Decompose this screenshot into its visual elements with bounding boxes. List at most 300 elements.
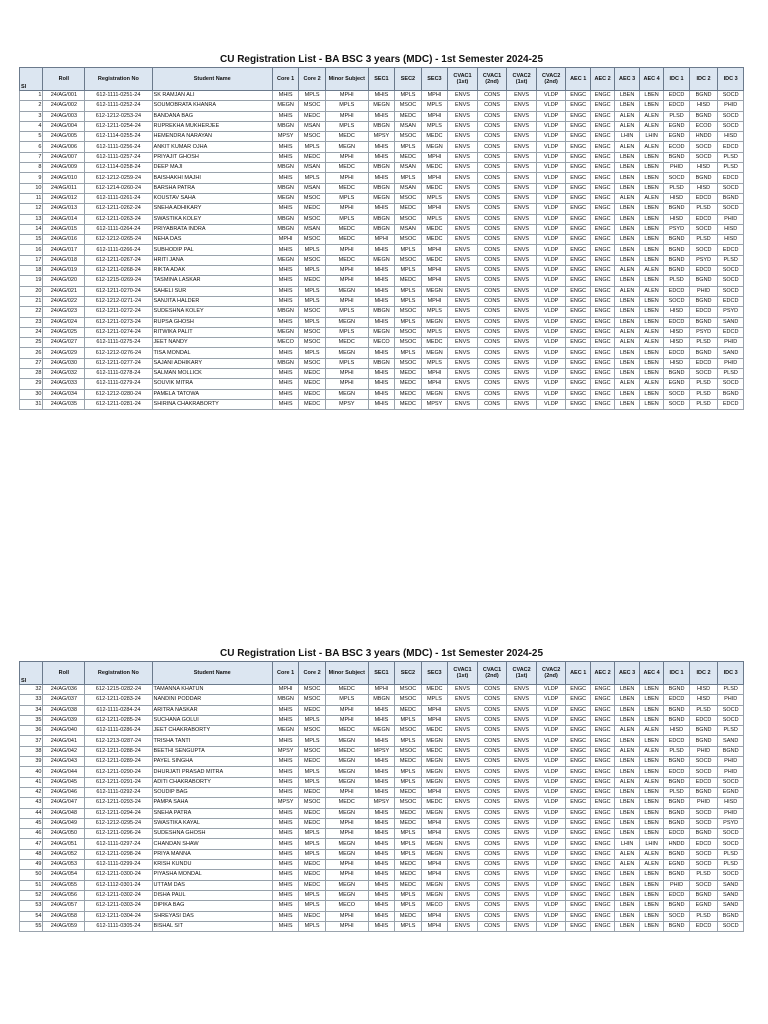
table-cell: VLDP — [536, 276, 566, 286]
table-cell: ENGC — [590, 358, 614, 368]
table-cell: BGND — [664, 777, 689, 787]
table-cell: 24/AG/034 — [43, 389, 85, 399]
table-cell: MSOC — [395, 307, 422, 317]
table-cell: MSAN — [395, 163, 422, 173]
table-cell: ENVS — [448, 204, 478, 214]
table-cell: LBEN — [615, 890, 639, 900]
column-header: Minor Subject — [325, 662, 368, 685]
table-cell: ENGC — [566, 101, 590, 111]
table-cell: PLSD — [718, 860, 744, 870]
table-cell: PHID — [718, 695, 744, 705]
table-cell: 24/AG/030 — [43, 358, 85, 368]
table-cell: SOUDIP BAG — [152, 787, 272, 797]
table-cell: LBEN — [615, 358, 639, 368]
table-cell: ENVS — [448, 777, 478, 787]
table-cell: 24/AG/011 — [43, 183, 85, 193]
table-cell: MBGN — [368, 163, 395, 173]
table-cell: LBEN — [615, 307, 639, 317]
table-cell: 54 — [20, 911, 43, 921]
table-cell: MPLS — [325, 121, 368, 131]
table-cell: MBGN — [272, 224, 299, 234]
table-cell: ALEN — [615, 726, 639, 736]
table-cell: BGND — [718, 911, 744, 921]
table-cell: LBEN — [615, 818, 639, 828]
table-cell: ENGC — [566, 849, 590, 859]
table-cell: 24/AG/045 — [43, 777, 85, 787]
table-cell: ENVS — [448, 767, 478, 777]
table-cell: ENGC — [590, 399, 614, 409]
table-cell: MPHI — [421, 787, 448, 797]
table-cell: 26 — [20, 348, 43, 358]
table-cell: VLDP — [536, 901, 566, 911]
table-cell: EDCD — [689, 715, 718, 725]
table-cell: ENVS — [507, 338, 537, 348]
table-cell: CONS — [477, 695, 507, 705]
table-cell: MHIS — [272, 839, 299, 849]
table-cell: CONS — [477, 839, 507, 849]
table-cell: 612-1212-0265-24 — [85, 235, 152, 245]
table-cell: MEDC — [395, 204, 422, 214]
table-cell: 14 — [20, 224, 43, 234]
table-cell: ENVS — [507, 317, 537, 327]
table-cell: ENGC — [590, 901, 614, 911]
table-cell: MHIS — [272, 705, 299, 715]
table-row — [20, 173, 744, 183]
table-cell: CONS — [477, 132, 507, 142]
table-cell: PHID — [718, 767, 744, 777]
column-header: Roll — [43, 68, 85, 91]
table-cell: ENVS — [507, 183, 537, 193]
table-cell: 53 — [20, 901, 43, 911]
table-cell: LBEN — [639, 296, 663, 306]
table-cell: CONS — [477, 389, 507, 399]
table-cell: MHIS — [368, 890, 395, 900]
table-cell: MHIS — [368, 736, 395, 746]
table-cell: ENGC — [590, 193, 614, 203]
table-cell: LBEN — [639, 715, 663, 725]
table-cell: MPHI — [421, 245, 448, 255]
table-cell: MEGN — [421, 777, 448, 787]
table-cell: SAND — [718, 317, 744, 327]
table-cell: 612-1211-0285-24 — [85, 715, 152, 725]
table-cell: 44 — [20, 808, 43, 818]
table-cell: MPLS — [395, 142, 422, 152]
table-cell: LBEN — [639, 369, 663, 379]
table-cell: DEEP MAJI — [152, 163, 272, 173]
table-cell: MPHI — [325, 829, 368, 839]
table-cell: 612-1111-0264-24 — [85, 224, 152, 234]
table-cell: RUPREKHA MUKHERJEE — [152, 121, 272, 131]
table-cell: ENGC — [566, 705, 590, 715]
table-cell: MPLS — [421, 101, 448, 111]
table-cell: ENVS — [448, 255, 478, 265]
table-cell: HISD — [718, 798, 744, 808]
table-cell: MPHI — [272, 685, 299, 695]
table-cell: LBEN — [615, 183, 639, 193]
table-cell: SOCD — [718, 839, 744, 849]
table-cell: ENGC — [590, 715, 614, 725]
table-cell: MPLS — [299, 715, 326, 725]
table-cell: ENVS — [448, 163, 478, 173]
table-cell: MPLS — [325, 327, 368, 337]
table-cell: MHIS — [368, 901, 395, 911]
table-cell: CONS — [477, 307, 507, 317]
table-cell: ENVS — [448, 296, 478, 306]
table-cell: MPLS — [395, 777, 422, 787]
table-header-row — [20, 68, 744, 91]
table-row — [20, 379, 744, 389]
table-cell: CONS — [477, 798, 507, 808]
table-cell: ENVS — [507, 245, 537, 255]
table-cell: MBGN — [368, 121, 395, 131]
table-cell: MEDC — [299, 111, 326, 121]
table-cell: CONS — [477, 369, 507, 379]
table-cell: MBGN — [368, 307, 395, 317]
table-cell: 612-1211-0290-24 — [85, 767, 152, 777]
table-cell: EDCD — [664, 767, 689, 777]
table-cell: SAND — [718, 736, 744, 746]
table-cell: SOCD — [689, 860, 718, 870]
table-cell: LBEN — [639, 307, 663, 317]
table-cell: 24/AG/050 — [43, 829, 85, 839]
table-cell: MPHI — [421, 829, 448, 839]
table-cell: ENGC — [590, 163, 614, 173]
table-cell: SNEHA ADHIKARY — [152, 204, 272, 214]
table-cell: PLSD — [664, 746, 689, 756]
table-cell: NEHA DAS — [152, 235, 272, 245]
registration-table-block-2 — [19, 646, 744, 932]
table-cell: PHID — [718, 338, 744, 348]
table-cell: ENGC — [590, 389, 614, 399]
table-cell: ENGC — [566, 245, 590, 255]
registration-table — [19, 661, 744, 932]
table-cell: CONS — [477, 358, 507, 368]
table-cell: VLDP — [536, 746, 566, 756]
registration-table — [19, 67, 744, 410]
table-cell: 30 — [20, 389, 43, 399]
table-cell: LBEN — [639, 348, 663, 358]
table-cell: ENGC — [590, 870, 614, 880]
table-cell: MEGN — [421, 808, 448, 818]
table-cell: HNDD — [689, 132, 718, 142]
table-cell: SOCD — [689, 245, 718, 255]
table-cell: MHIS — [368, 818, 395, 828]
table-cell: ENVS — [448, 286, 478, 296]
table-cell: MPHI — [325, 152, 368, 162]
table-cell: 24/AG/033 — [43, 379, 85, 389]
table-cell: MSAN — [299, 183, 326, 193]
table-cell: 24/AG/024 — [43, 317, 85, 327]
table-cell: ALEN — [639, 379, 663, 389]
table-cell: 612-1211-0262-24 — [85, 204, 152, 214]
table-cell: MEGN — [421, 348, 448, 358]
table-cell: ENGC — [566, 173, 590, 183]
table-cell: LBEN — [639, 808, 663, 818]
table-cell: EDCD — [664, 736, 689, 746]
table-cell: SOCD — [689, 767, 718, 777]
table-cell: MPLS — [299, 142, 326, 152]
table-cell: PLSD — [718, 255, 744, 265]
table-cell: ENVS — [507, 921, 537, 931]
table-cell: 612-1211-0288-24 — [85, 746, 152, 756]
table-row — [20, 317, 744, 327]
table-cell: ENVS — [448, 746, 478, 756]
table-cell: ENVS — [507, 296, 537, 306]
table-cell: 29 — [20, 379, 43, 389]
table-cell: 612-1111-0257-24 — [85, 152, 152, 162]
table-cell: EDCD — [718, 142, 744, 152]
table-cell: MEDC — [299, 757, 326, 767]
table-cell: 24/AG/054 — [43, 870, 85, 880]
table-cell: ENVS — [448, 338, 478, 348]
table-cell: ENGC — [590, 338, 614, 348]
table-cell: MEGN — [421, 767, 448, 777]
table-cell: SANJITA HALDER — [152, 296, 272, 306]
table-cell: EDCD — [718, 327, 744, 337]
table-cell: ENVS — [448, 921, 478, 931]
table-cell: ENGC — [590, 777, 614, 787]
table-cell: 24/AG/019 — [43, 266, 85, 276]
table-cell: EDCD — [689, 839, 718, 849]
table-cell: MHIS — [272, 860, 299, 870]
table-cell: ENVS — [448, 736, 478, 746]
table-cell: 612-1111-0256-24 — [85, 142, 152, 152]
table-cell: 24/AG/040 — [43, 726, 85, 736]
table-row — [20, 245, 744, 255]
table-cell: SOUMOBRATA KHANRA — [152, 101, 272, 111]
table-cell: MEGN — [272, 193, 299, 203]
table-cell: VLDP — [536, 695, 566, 705]
table-cell: VLDP — [536, 193, 566, 203]
table-cell: MHIS — [368, 839, 395, 849]
table-cell: MSAN — [395, 224, 422, 234]
table-cell: ENGC — [566, 777, 590, 787]
table-cell: 24/AG/051 — [43, 839, 85, 849]
column-header: CVAC1 (2nd) — [477, 662, 507, 685]
table-cell: JEET NANDY — [152, 338, 272, 348]
table-cell: EDCD — [689, 921, 718, 931]
table-cell: CONS — [477, 849, 507, 859]
table-cell: MHIS — [272, 829, 299, 839]
table-cell: ENGC — [566, 389, 590, 399]
table-cell: BGND — [689, 736, 718, 746]
table-cell: VLDP — [536, 839, 566, 849]
table-row — [20, 829, 744, 839]
table-cell: 4 — [20, 121, 43, 131]
table-cell: LBEN — [639, 358, 663, 368]
column-header: Sl — [20, 662, 43, 685]
table-cell: ALEN — [615, 849, 639, 859]
table-cell: SUDESHNA GHOSH — [152, 829, 272, 839]
table-cell: ENGC — [566, 746, 590, 756]
table-cell: ENGC — [566, 839, 590, 849]
table-cell: 8 — [20, 163, 43, 173]
table-cell: VLDP — [536, 358, 566, 368]
table-cell: ENVS — [448, 317, 478, 327]
table-cell: 612-1211-0277-24 — [85, 358, 152, 368]
table-cell: ENGC — [566, 901, 590, 911]
table-cell: LBEN — [615, 715, 639, 725]
table-cell: CONS — [477, 245, 507, 255]
table-cell: 24/AG/014 — [43, 214, 85, 224]
table-cell: HISD — [718, 224, 744, 234]
table-cell: ENGC — [566, 369, 590, 379]
table-cell: LBEN — [639, 183, 663, 193]
table-cell: MEDC — [421, 235, 448, 245]
table-cell: LBEN — [639, 276, 663, 286]
table-cell: MSOC — [395, 746, 422, 756]
table-cell: TASMINA LASKAR — [152, 276, 272, 286]
table-cell: MHIS — [272, 880, 299, 890]
table-cell: SHREYASI DAS — [152, 911, 272, 921]
table-cell: ENGC — [590, 204, 614, 214]
table-cell: MSOC — [299, 235, 326, 245]
table-cell: PHID — [689, 286, 718, 296]
table-cell: MEDC — [299, 860, 326, 870]
table-cell: EDCD — [689, 193, 718, 203]
table-cell: LBEN — [639, 911, 663, 921]
table-cell: LHIN — [615, 132, 639, 142]
table-cell: ENVS — [507, 152, 537, 162]
table-cell: LBEN — [639, 767, 663, 777]
table-cell: CONS — [477, 399, 507, 409]
table-cell: LBEN — [615, 767, 639, 777]
table-cell: LBEN — [615, 369, 639, 379]
table-cell: ENGC — [590, 224, 614, 234]
table-cell: ENVS — [507, 695, 537, 705]
table-cell: 2 — [20, 101, 43, 111]
table-cell: MPLS — [299, 91, 326, 101]
table-cell: 612-1114-0258-24 — [85, 163, 152, 173]
table-cell: LBEN — [615, 101, 639, 111]
table-cell: CONS — [477, 379, 507, 389]
table-cell: MSOC — [299, 101, 326, 111]
table-cell: SAND — [718, 348, 744, 358]
table-cell: ENGC — [590, 276, 614, 286]
table-cell: ENVS — [507, 348, 537, 358]
table-cell: HNDD — [664, 839, 689, 849]
table-cell: 24/AG/052 — [43, 849, 85, 859]
table-cell: MPHI — [421, 296, 448, 306]
table-cell: PSYD — [664, 224, 689, 234]
table-cell: ENGC — [590, 921, 614, 931]
table-cell: ALEN — [615, 142, 639, 152]
table-cell: MPLS — [325, 358, 368, 368]
table-cell: BGND — [664, 715, 689, 725]
table-cell: PLSD — [689, 705, 718, 715]
table-cell: MHIS — [368, 276, 395, 286]
table-cell: MPLS — [299, 286, 326, 296]
table-row — [20, 152, 744, 162]
table-cell: BGND — [689, 173, 718, 183]
table-cell: ENGC — [590, 746, 614, 756]
table-cell: MPHI — [421, 870, 448, 880]
table-cell: MEGN — [325, 142, 368, 152]
table-cell: 24/AG/025 — [43, 327, 85, 337]
table-cell: MPLS — [395, 829, 422, 839]
table-cell: 612-1211-0300-24 — [85, 870, 152, 880]
table-cell: MEDC — [395, 379, 422, 389]
table-row — [20, 121, 744, 131]
table-cell: LBEN — [615, 757, 639, 767]
table-cell: MPHI — [325, 111, 368, 121]
table-cell: MBGN — [368, 358, 395, 368]
table-cell: CONS — [477, 746, 507, 756]
table-cell: MPHI — [325, 245, 368, 255]
table-cell: ENGC — [566, 193, 590, 203]
table-cell: ENGC — [566, 757, 590, 767]
table-cell: ENGC — [590, 726, 614, 736]
table-cell: 612-1111-0292-24 — [85, 787, 152, 797]
table-cell: MPHI — [325, 705, 368, 715]
table-cell: ENGC — [590, 152, 614, 162]
table-cell: SOCD — [664, 173, 689, 183]
table-cell: ENVS — [448, 849, 478, 859]
table-cell: BGND — [689, 726, 718, 736]
table-cell: ENGC — [566, 921, 590, 931]
table-cell: ENGC — [566, 726, 590, 736]
table-cell: MSAN — [299, 163, 326, 173]
table-cell: ENVS — [507, 111, 537, 121]
table-cell: ENVS — [507, 705, 537, 715]
table-cell: BGND — [718, 389, 744, 399]
table-cell: 51 — [20, 880, 43, 890]
table-cell: PLSD — [689, 389, 718, 399]
table-cell: 24/AG/023 — [43, 307, 85, 317]
table-cell: LBEN — [639, 818, 663, 828]
table-cell: MSAN — [299, 224, 326, 234]
table-cell: MSOC — [395, 685, 422, 695]
table-cell: ENGC — [590, 849, 614, 859]
table-cell: ENGC — [590, 266, 614, 276]
table-cell: ENVS — [507, 757, 537, 767]
table-cell: MHIS — [272, 870, 299, 880]
column-header: SEC1 — [368, 662, 395, 685]
table-cell: MEDC — [299, 152, 326, 162]
table-cell: CONS — [477, 705, 507, 715]
table-cell: PHID — [718, 101, 744, 111]
table-cell: MPLS — [299, 767, 326, 777]
table-cell: MEDC — [395, 369, 422, 379]
table-cell: PIYASHA MONDAL — [152, 870, 272, 880]
table-cell: 612-1212-0259-24 — [85, 173, 152, 183]
table-cell: MEDC — [325, 132, 368, 142]
table-cell: BGND — [718, 746, 744, 756]
table-cell: PAMELA TATOWA — [152, 389, 272, 399]
table-cell: 612-1111-0261-24 — [85, 193, 152, 203]
table-cell: CONS — [477, 235, 507, 245]
table-cell: LBEN — [615, 163, 639, 173]
table-cell: CONS — [477, 317, 507, 327]
table-cell: ENGC — [566, 224, 590, 234]
table-cell: MEDC — [325, 746, 368, 756]
table-cell: LBEN — [615, 224, 639, 234]
table-cell: MEDC — [299, 705, 326, 715]
table-cell: EDCD — [664, 829, 689, 839]
table-cell: PHID — [664, 163, 689, 173]
table-cell: ENVS — [507, 715, 537, 725]
table-cell: SNEHA PATRA — [152, 808, 272, 818]
table-cell: MHIS — [368, 921, 395, 931]
table-cell: VLDP — [536, 235, 566, 245]
table-cell: 612-1211-0281-24 — [85, 399, 152, 409]
table-cell: MEGN — [421, 839, 448, 849]
table-cell: CONS — [477, 296, 507, 306]
table-cell: ENGC — [590, 111, 614, 121]
table-cell: 47 — [20, 839, 43, 849]
table-cell: 15 — [20, 235, 43, 245]
table-cell: LBEN — [639, 901, 663, 911]
